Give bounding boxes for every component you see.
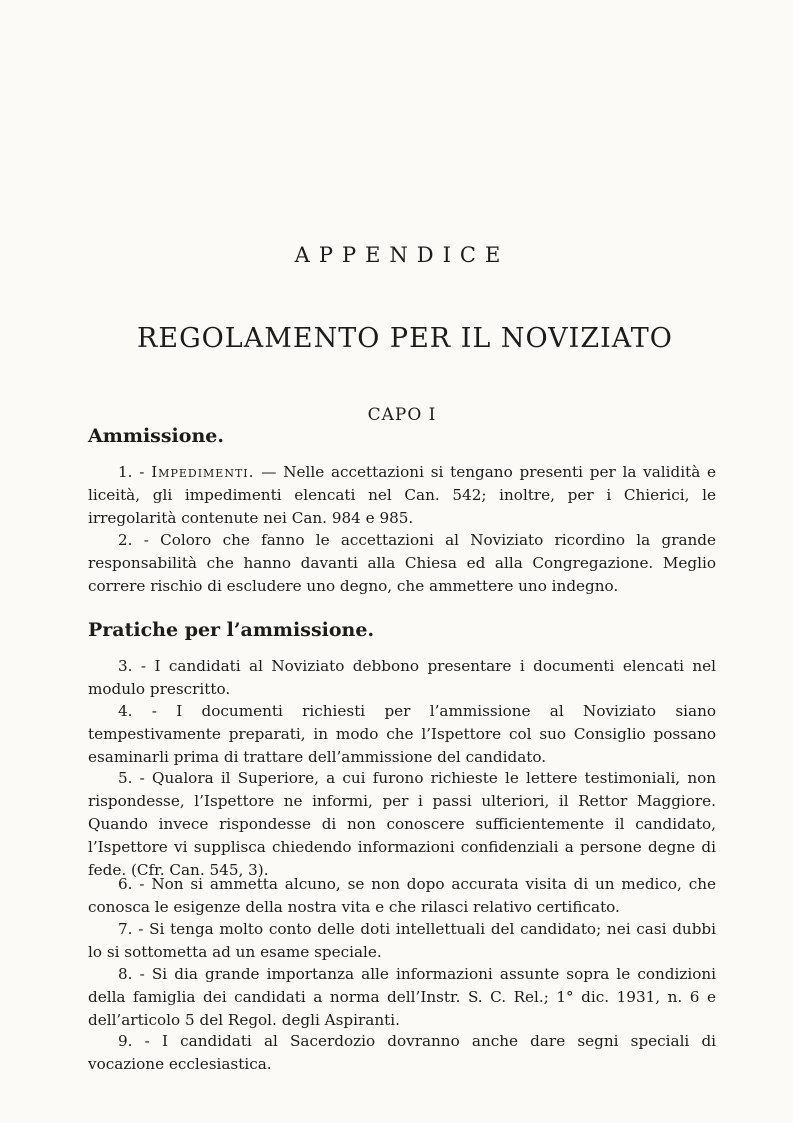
paragraph-text: Non si ammetta alcuno, se non dopo accurata visita di un medico, che conosca le esigenze della nostra vita e che rilasci relativo certificato.: [88, 875, 716, 916]
paragraph-7: [88, 918, 716, 964]
paragraph-4: [88, 700, 716, 769]
paragraph-text: Qualora il Superiore, a cui furono richieste le lettere testimoniali, non rispondesse, l’Ispettore ne informi, per i passi ulteriori, il Rettor Maggiore. Quando invece rispondesse di non conoscere sufficientemente il candidato, l’Ispettore vi supplisca chiedendo informazioni confidenziali a persone degne di fede. (Cfr. Can. 545, 3).: [88, 769, 717, 879]
paragraph-text: I candidati al Sacerdozio dovranno anche dare segni speciali di vocazione ecclesiastica.: [88, 1032, 717, 1073]
chapter-label: CAPO I: [367, 405, 437, 425]
paragraph-text: I documenti richiesti per l’ammissione al Noviziato siano tempestivamente preparati, in modo che l’Ispettore col suo Consiglio possano esaminarli prima di trattare dell’ammissione del candidato.: [88, 702, 716, 766]
paragraph-text: — Nelle accettazioni si tengano presenti per la validità e liceità, gli impedimenti elencati nel Can. 542; inoltre, per i Chierici, le irregolarità contenute nei Can. 984 e 985.: [88, 463, 717, 527]
paragraph-text: Coloro che fanno le accettazioni al Noviziato ricordino la grande responsabilità che hanno davanti alla Chiesa ed alla Congregazione. Meglio correre rischio di escludere uno degno, che ammettere uno indegno.: [88, 531, 717, 595]
paragraph-text: Si tenga molto conto delle doti intellettuali del candidato; nei casi dubbi lo si sottometta ad un esame speciale.: [88, 920, 717, 961]
paragraph-3: [88, 655, 716, 701]
paragraph-text: I candidati al Noviziato debbono presentare i documenti elencati nel modulo prescritto.: [88, 657, 717, 698]
paragraph-lead: Impedimenti.: [151, 463, 255, 481]
book-page: [88, 0, 716, 1123]
paragraph-1: [88, 461, 716, 530]
section-heading-pratiche: Pratiche per l’ammissione.: [88, 619, 375, 641]
paragraph-number: 1. -: [118, 463, 145, 481]
paragraph-number: 4. -: [118, 702, 157, 720]
paragraph-text: Si dia grande importanza alle informazioni assunte sopra le condizioni della famiglia dei candidati a norma dell’Instr. S. C. Rel.; 1° dic. 1931, n. 6 e dell’articolo 5 del Regol. degli Aspiranti.: [88, 965, 717, 1029]
paragraph-8: [88, 963, 716, 1032]
paragraph-9: [88, 1030, 716, 1076]
paragraph-number: 6. -: [118, 875, 145, 893]
appendix-label: APPENDICE: [294, 243, 510, 267]
paragraph-number: 3. -: [118, 657, 147, 675]
paragraph-number: 2. -: [118, 531, 149, 549]
paragraph-number: 7. -: [118, 920, 144, 938]
paragraph-2: [88, 529, 716, 598]
paragraph-6: [88, 873, 716, 919]
paragraph-number: 8. -: [118, 965, 145, 983]
paragraph-number: 5. -: [118, 769, 145, 787]
page-title: REGOLAMENTO PER IL NOVIZIATO: [137, 323, 673, 354]
section-heading-ammissione: Ammissione.: [88, 425, 224, 447]
paragraph-number: 9. -: [118, 1032, 150, 1050]
paragraph-5: [88, 767, 716, 882]
